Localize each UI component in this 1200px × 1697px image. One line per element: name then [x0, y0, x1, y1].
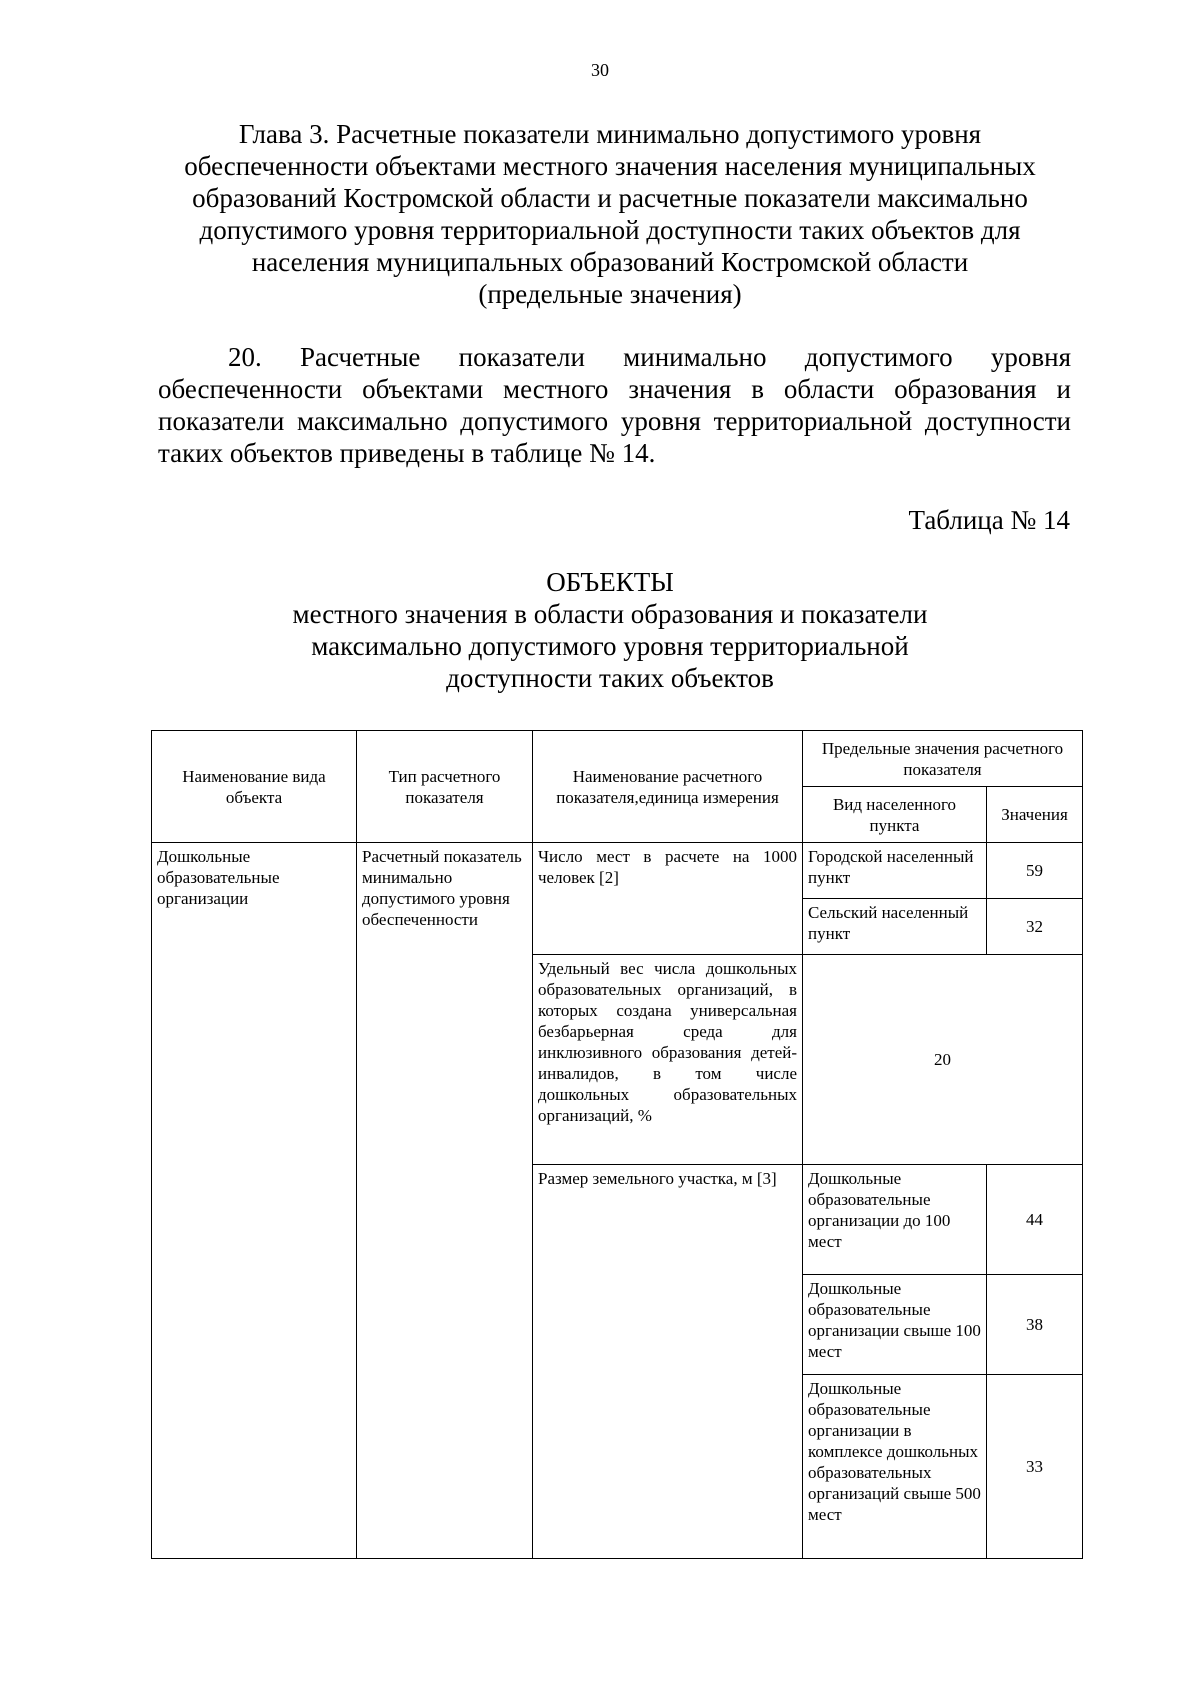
table-title-line: местного значения в области образования и показатели [292, 599, 928, 629]
cell-settlement: Дошкольные образовательные организации свыше 100 мест [803, 1275, 987, 1375]
chapter-title-line: обеспеченности объектами местного значения населения муниципальных [184, 151, 1036, 181]
table-row [152, 843, 1083, 899]
chapter-title-line: образований Костромской области и расчетные показатели максимально [192, 183, 1028, 213]
cell-value: 20 [803, 955, 1083, 1165]
header-settlement-type: Вид населенного пункта [803, 787, 987, 843]
cell-object-type: Дошкольные образовательные организации [152, 843, 357, 1559]
table-caption: Таблица № 14 [908, 505, 1070, 535]
cell-indicator-name: Размер земельного участка, м [3] [533, 1165, 803, 1559]
cell-value: 38 [987, 1275, 1083, 1375]
cell-indicator-name: Удельный вес числа дошкольных образовательных организаций, в которых создана универсальная безбарьерная среда для инклюзивного образования детей-инвалидов, в том числе дошкольных образовательных организаций, % [533, 955, 803, 1165]
cell-settlement: Городской населенный пункт [803, 843, 987, 899]
header-indicator-name: Наименование расчетного показателя,единица измерения [533, 731, 803, 843]
header-object-type: Наименование вида объекта [152, 731, 357, 843]
chapter-title-line: (предельные значения) [478, 279, 742, 309]
cell-value: 33 [987, 1375, 1083, 1559]
chapter-title-line: Глава 3. Расчетные показатели минимально допустимого уровня [238, 119, 982, 149]
chapter-title-line: допустимого уровня территориальной доступности таких объектов для [199, 215, 1021, 245]
cell-indicator-name: Число мест в расчете на 1000 человек [2] [533, 843, 803, 955]
header-indicator-type: Тип расчетного показателя [357, 731, 533, 843]
paragraph-20: 20. Расчетные показатели минимально допустимого уровня обеспеченности объектами местного значения в области образования и показатели максимально допустимого уровня территориальной доступности таких объектов приведены в таблице № 14. [158, 342, 1071, 468]
chapter-title [150, 118, 1070, 310]
table-header-row [152, 731, 1083, 787]
cell-settlement: Дошкольные образовательные организации в комплексе дошкольных образовательных организаций свыше 500 мест [803, 1375, 987, 1559]
cell-value: 44 [987, 1165, 1083, 1275]
cell-settlement: Сельский населенный пункт [803, 899, 987, 955]
page-number: 30 [591, 60, 609, 80]
table-title-line: доступности таких объектов [446, 663, 774, 693]
table-title-line: максимально допустимого уровня территориальной [311, 631, 909, 661]
header-limit-values: Предельные значения расчетного показателя [803, 731, 1083, 787]
chapter-title-line: населения муниципальных образований Костромской области [251, 247, 969, 277]
cell-indicator-type: Расчетный показатель минимально допустимого уровня обеспеченности [357, 843, 533, 1559]
header-values: Значения [987, 787, 1083, 843]
table-title [150, 566, 1070, 694]
cell-value: 32 [987, 899, 1083, 955]
cell-value: 59 [987, 843, 1083, 899]
table-title-line: ОБЪЕКТЫ [546, 567, 674, 597]
cell-settlement: Дошкольные образовательные организации до 100 мест [803, 1165, 987, 1275]
objects-table [151, 730, 1083, 1559]
